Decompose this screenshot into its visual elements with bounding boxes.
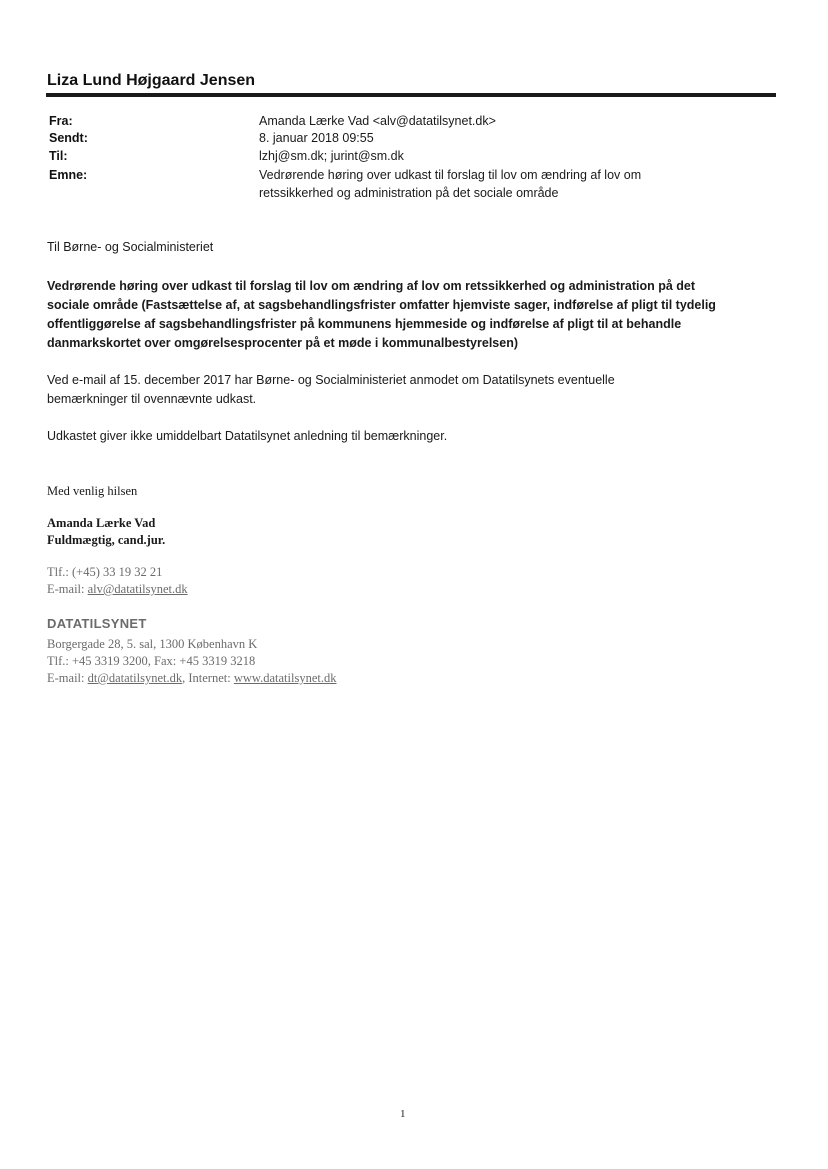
subject-label: Emne: — [49, 168, 88, 182]
paragraph-1-line-2: bemærkninger til ovennævnte udkast. — [47, 392, 257, 406]
paragraph-1-line-1: Ved e-mail af 15. december 2017 har Børne- og Socialministeriet anmodet om Datatilsynets eventuelle — [47, 373, 615, 387]
organization-contact-line — [47, 670, 336, 687]
website-link[interactable]: www.datatilsynet.dk — [233, 671, 337, 685]
closing: Med venlig hilsen — [47, 484, 138, 498]
org-email-link[interactable]: dt@datatilsynet.dk — [87, 671, 183, 685]
organization-address: Borgergade 28, 5. sal, 1300 København K — [47, 637, 258, 651]
subject-line-1: Vedrørende høring over udkast til forslag til lov om ændring af lov om — [259, 168, 642, 182]
signer-phone: Tlf.: (+45) 33 19 32 21 — [47, 565, 163, 579]
subject-line-2: retssikkerhed og administration på det sociale område — [259, 186, 559, 200]
signer-email-link[interactable]: alv@datatilsynet.dk — [87, 582, 188, 596]
header-divider — [46, 93, 776, 97]
organization-name: DATATILSYNET — [47, 616, 147, 631]
sent-label: Sendt: — [49, 131, 88, 145]
signer-title: Fuldmægtig, cand.jur. — [47, 533, 166, 547]
subject-paragraph-line-2: sociale område (Fastsættelse af, at sagsbehandlingsfrister omfatter hjemviste sager, indførelse af pligt til tydelig — [47, 298, 716, 312]
internet-label: , Internet: — [182, 671, 234, 685]
mailbox-owner-name: Liza Lund Højgaard Jensen — [47, 72, 256, 89]
signer-email-label: E-mail: — [47, 582, 88, 596]
subject-paragraph-line-1: Vedrørende høring over udkast til forslag til lov om ændring af lov om retssikkerhed og administration på det — [47, 279, 696, 293]
page-number: 1 — [400, 1108, 406, 1120]
to-label: Til: — [49, 149, 68, 163]
from-value: Amanda Lærke Vad <alv@datatilsynet.dk> — [259, 114, 496, 128]
from-label: Fra: — [49, 114, 73, 128]
to-value: lzhj@sm.dk; jurint@sm.dk — [259, 149, 404, 163]
org-email-label: E-mail: — [47, 671, 88, 685]
greeting: Til Børne- og Socialministeriet — [47, 240, 214, 254]
subject-paragraph-line-4: danmarkskortet over omgørelsesprocenter på et møde i kommunalbestyrelsen) — [47, 336, 518, 350]
signer-name: Amanda Lærke Vad — [47, 516, 156, 530]
paragraph-2: Udkastet giver ikke umiddelbart Datatilsynet anledning til bemærkninger. — [47, 429, 448, 443]
organization-phone-fax: Tlf.: +45 3319 3200, Fax: +45 3319 3218 — [47, 654, 256, 668]
sent-value: 8. januar 2018 09:55 — [259, 131, 374, 145]
signer-email-line — [47, 581, 188, 598]
subject-paragraph-line-3: offentliggørelse af sagsbehandlingsfrister på kommunens hjemmeside og indførelse af pligt til at behandle — [47, 317, 682, 331]
